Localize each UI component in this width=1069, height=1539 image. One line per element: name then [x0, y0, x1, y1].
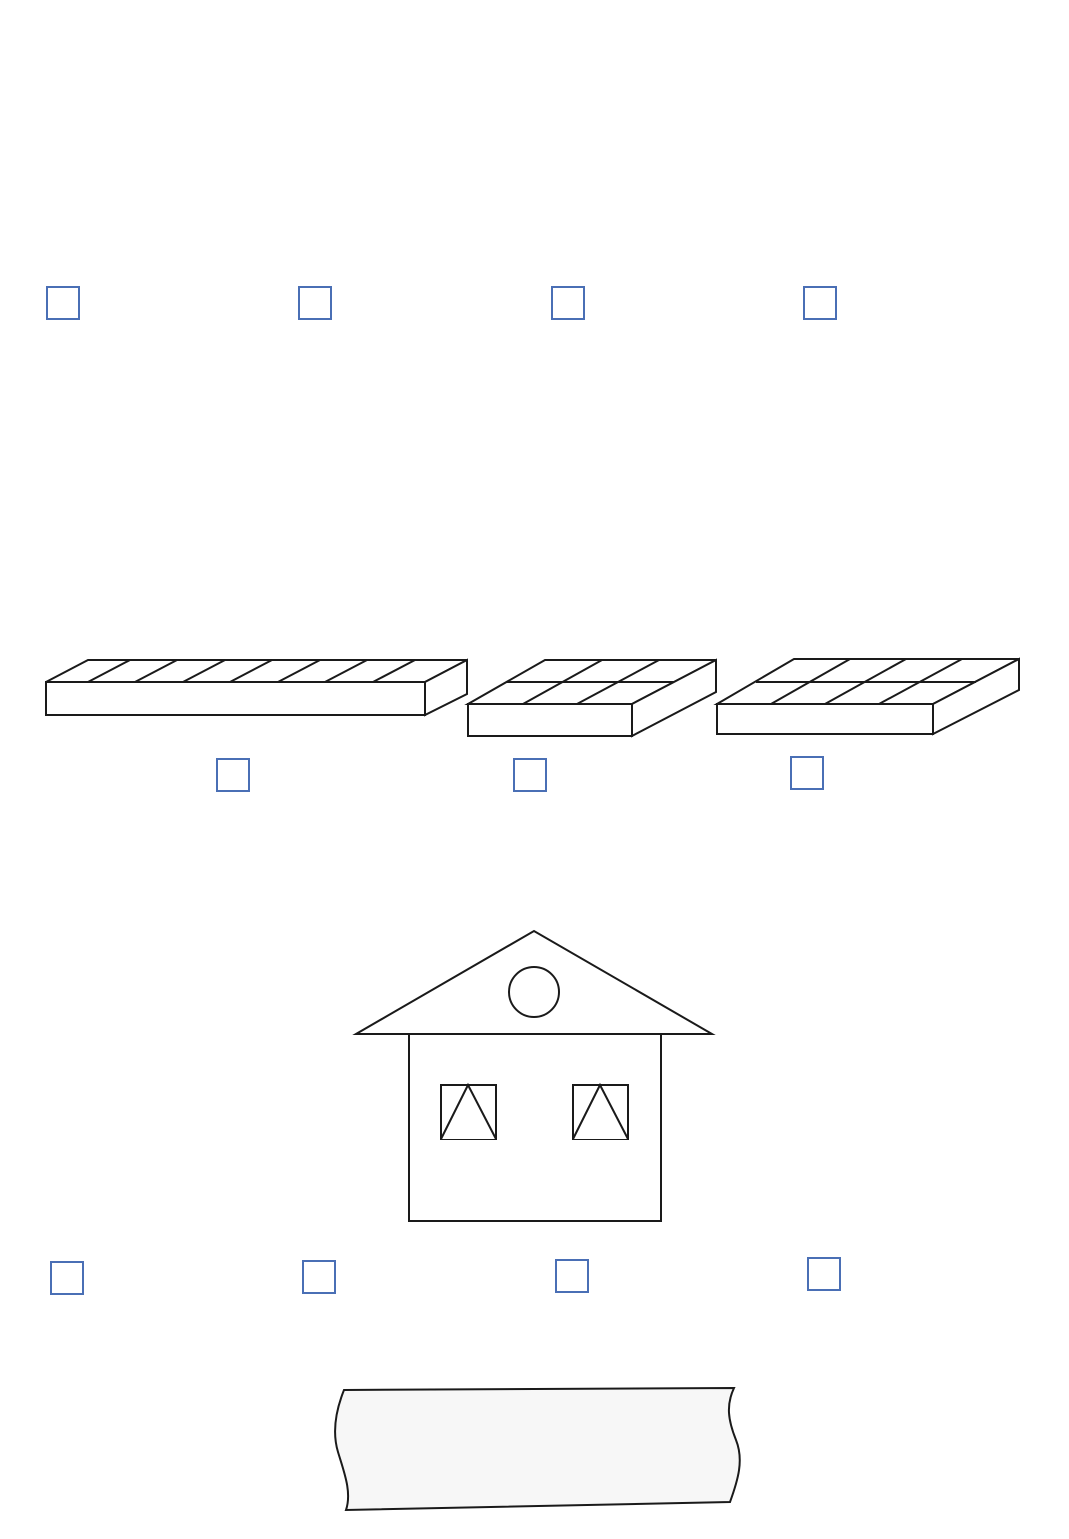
- ruler-body: [335, 1388, 740, 1510]
